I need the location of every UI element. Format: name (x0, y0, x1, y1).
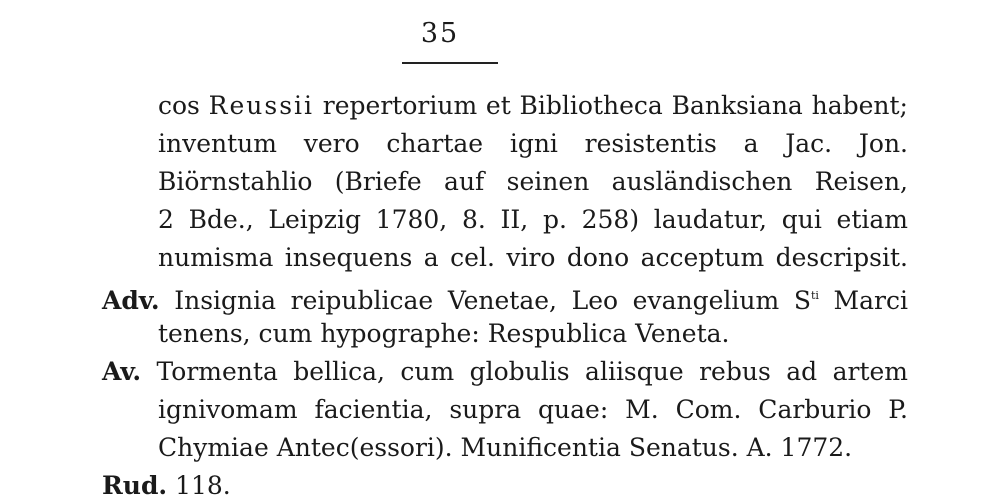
page-number: 35 (420, 18, 460, 49)
text-line-3: Biörnstahlio (Briefe auf seinen ausländischen Reisen, (158, 167, 908, 196)
obverse-entry: Adv. Insignia reipublicae Venetae, Leo evangelium $S^{ti}$ Marci (102, 286, 908, 315)
text-line-10: Chymiae Antec(essori). Munificentia Senatus. A. 1772. (158, 433, 853, 462)
reverse-entry: Av. Tormenta bellica, cum globulis aliisque rebus ad artem (102, 357, 908, 386)
header-rule (402, 62, 498, 64)
reverse-label: Av. (102, 357, 142, 386)
text-line-4: 2 Bde., Leipzig 1780, 8. II, p. 258) laudatur, qui etiam (158, 205, 908, 234)
text-line-9: ignivomam facientia, supra quae: M. Com. Carburio P. (158, 395, 908, 424)
text-line-1: cos Reussii repertorium et Bibliotheca Banksiana habent; (158, 91, 908, 120)
text-line-7: tenens, cum hypographe: Respublica Veneta. (158, 319, 730, 348)
text-line-5: numisma insequens a cel. viro dono acceptum descripsit. (158, 243, 908, 272)
reference-label: Rud. (102, 471, 168, 500)
text-line-2: inventum vero chartae igni resistentis a Jac. Jon. (158, 129, 908, 158)
reference-entry: Rud. 118. (102, 471, 231, 500)
obverse-label: Adv. (102, 286, 160, 315)
